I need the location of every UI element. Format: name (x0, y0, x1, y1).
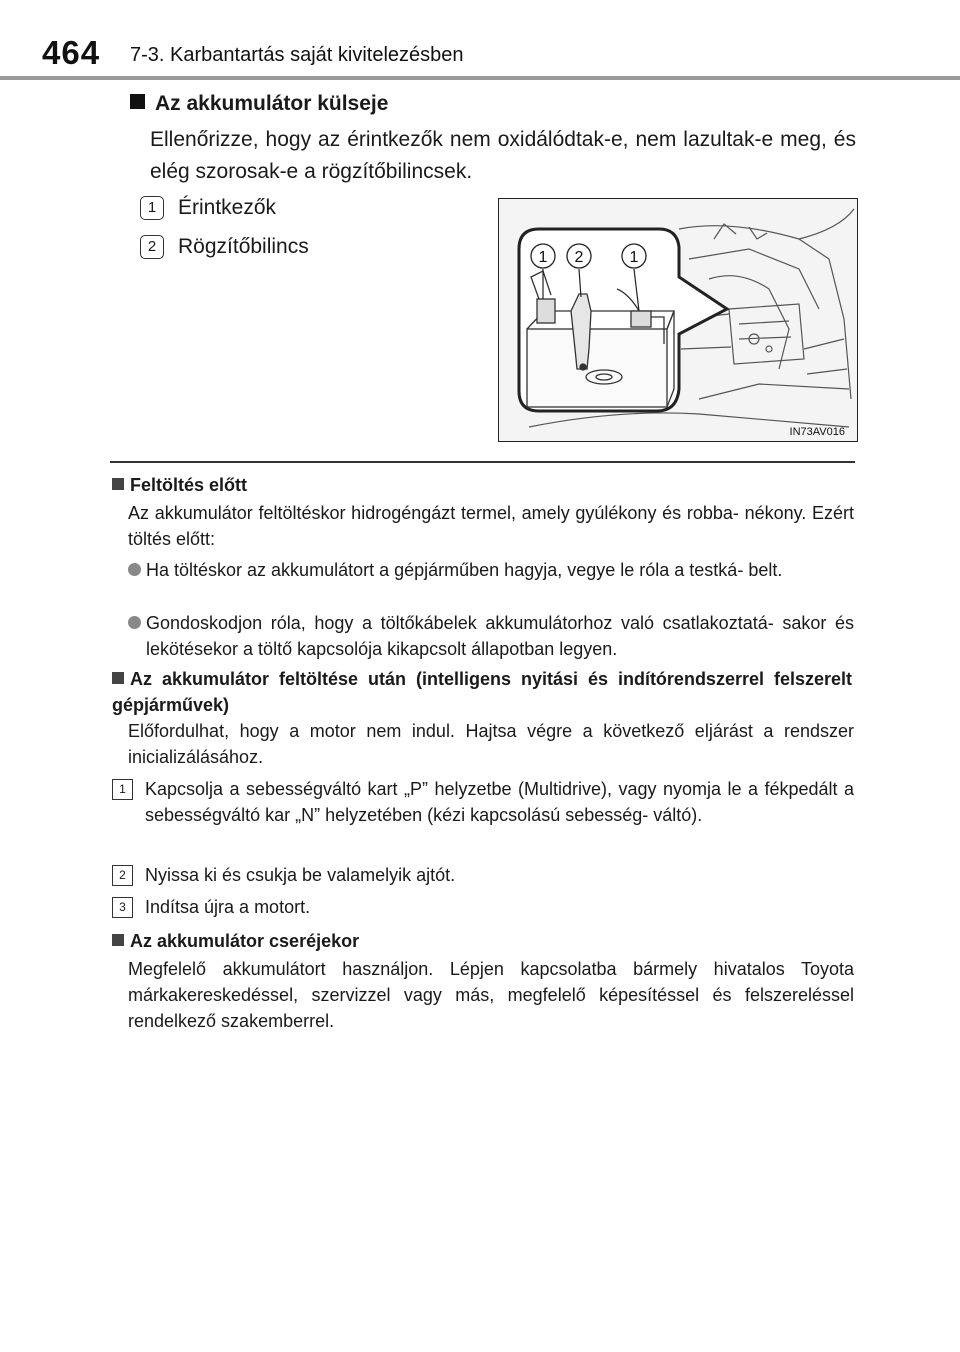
section-after-charging-title: Az akkumulátor feltöltése után (intelligens nyitási és indítórendszerrel felszerelt gépjárművek) (112, 669, 852, 715)
section-replacement-body: Megfelelő akkumulátort használjon. Lépjen kapcsolatba bármely hivatalos Toyota márkakereskedéssel, szervizzel vagy más, megfelelő képesítéssel és felszereléssel rendelkező szakemberrel. (128, 959, 854, 1031)
step-text: Kapcsolja a sebességváltó kart „P” helyzetbe (Multidrive), vagy nyomja le a fékpedált a sebességváltó kar „N” helyzetében (kézi kapcsolású sebesség- váltó). (145, 779, 854, 825)
chapter-title: 7-3. Karbantartás saját kivitelezésben (130, 44, 464, 66)
battery-illustration-svg (499, 199, 857, 441)
callout-1-left: 1 (538, 249, 548, 266)
section-divider (110, 461, 855, 463)
section-before-charging-title: Feltöltés előtt (112, 472, 247, 498)
battery-illustration (498, 198, 858, 442)
square-bullet-icon (112, 478, 124, 490)
section-before-charging-body: Az akkumulátor feltöltéskor hidrogéngázt termel, amely gyúlékony és robba- nékony. Ezért töltés előtt: (128, 503, 854, 549)
callout-2: 2 (574, 249, 584, 266)
step-text: Nyissa ki és csukja be valamelyik ajtót. (145, 865, 456, 885)
square-bullet-icon (112, 672, 124, 684)
step-number: 3 (112, 897, 133, 918)
legend-number: 2 (140, 235, 164, 259)
figure-code: IN73AV016 (789, 426, 845, 438)
page-header (0, 0, 960, 78)
section-exterior-title: Az akkumulátor külseje (130, 92, 388, 116)
bullet-item: Ha töltéskor az akkumulátort a gépjárműben hagyja, vegye le róla a testká- belt. (128, 557, 854, 583)
bullet-item: Gondoskodjon róla, hogy a töltőkábelek akkumulátorhoz való csatlakoztatá- sakor és lekötésekor a töltő kapcsolója kikapcsolt állapotban legyen. (128, 610, 854, 636)
legend-item-2 (140, 235, 309, 259)
section-replacement-title: Az akkumulátor cseréjekor (112, 928, 359, 954)
legend-number: 1 (140, 196, 164, 220)
step-text: Indítsa újra a motort. (145, 897, 311, 917)
legend-label: Rögzítőbilincs (178, 235, 309, 258)
square-bullet-icon (112, 934, 124, 946)
legend-item-1 (140, 196, 276, 220)
header-rule (0, 76, 960, 80)
step-number: 1 (112, 779, 133, 800)
page-number: 464 (42, 34, 101, 71)
section-exterior-body: Ellenőrizze, hogy az érintkezők nem oxidálódtak-e, nem lazultak-e meg, és elég szorosak-e a rögzítőbilincsek. (150, 128, 856, 183)
bullet-dot-icon (128, 563, 141, 576)
step-number: 2 (112, 865, 133, 886)
callout-1-right: 1 (629, 249, 639, 266)
bullet-dot-icon (128, 616, 141, 629)
square-bullet-icon (130, 94, 145, 109)
legend-label: Érintkezők (178, 196, 277, 219)
section-after-charging-body: Előfordulhat, hogy a motor nem indul. Hajtsa végre a következő eljárást a rendszer inicializálásához. (128, 721, 854, 767)
